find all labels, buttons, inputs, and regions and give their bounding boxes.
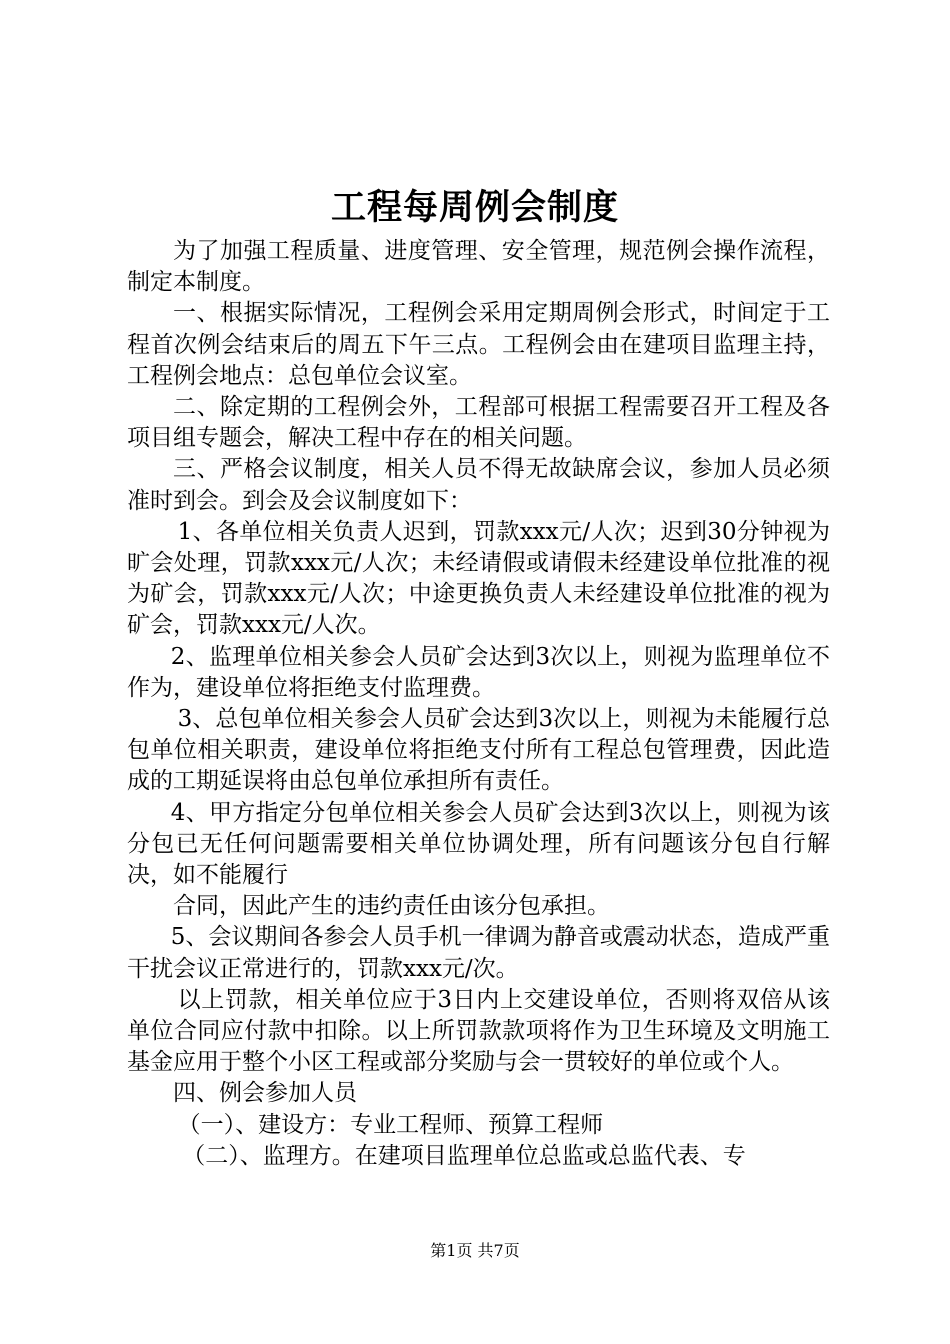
paragraph-rule-4: 4、甲方指定分包单位相关参会人员矿会达到3次以上，则视为该分包已无任何问题需要相关单位协调处理，所有问题该分包自行解决，如不能履行 — [127, 799, 830, 889]
paragraph-penalty-note: 以上罚款，相关单位应于3日内上交建设单位，否则将双倍从该单位合同应付款中扣除。以上所罚款款项将作为卫生环境及文明施工基金应用于整个小区工程或部分奖励与会一贯较好的单位或个人。 — [127, 986, 830, 1076]
paragraph-rule-1: 1、各单位相关负责人迟到，罚款xxx元/人次；迟到30分钟视为旷会处理，罚款xxx元/人次；未经请假或请假未经建设单位批准的视为矿会，罚款xxx元/人次；中途更换负责人未经建设单位批准的视为矿会，罚款xxx元/人次。 — [127, 518, 830, 639]
paragraph-rule-4-continued: 合同，因此产生的违约责任由该分包承担。 — [173, 893, 610, 920]
paragraph-rule-2: 2、监理单位相关参会人员矿会达到3次以上，则视为监理单位不作为，建设单位将拒绝支付监理费。 — [127, 643, 830, 701]
document-body — [127, 236, 830, 1172]
paragraph-attendee-1: （一）、建设方：专业工程师、预算工程师 — [177, 1111, 604, 1138]
paragraph-rule-3: 3、总包单位相关参会人员矿会达到3次以上，则视为未能履行总包单位相关职责，建设单位将拒绝支付所有工程总包管理费，因此造成的工期延误将由总包单位承担所有责任。 — [127, 706, 830, 795]
paragraph-attendee-2: （二）、监理方。在建项目监理单位总监或总监代表、专 — [182, 1142, 746, 1169]
paragraph-section-3: 三、严格会议制度，相关人员不得无故缺席会议，参加人员必须准时到会。到会及会议制度如下： — [127, 456, 830, 514]
paragraph-section-2: 二、除定期的工程例会外，工程部可根据工程需要召开工程及各项目组专题会，解决工程中存在的相关问题。 — [127, 394, 830, 452]
paragraph-rule-5: 5、会议期间各参会人员手机一律调为静音或震动状态，造成严重干扰会议正常进行的，罚款xxx元/次。 — [127, 924, 830, 982]
page-number-footer: 第1页 共7页 — [430, 1241, 520, 1260]
paragraph-section-4: 四、例会参加人员 — [173, 1080, 357, 1107]
paragraph-section-1: 一、根据实际情况，工程例会采用定期周例会形式，时间定于工程首次例会结束后的周五下午三点。工程例会由在建项目监理主持，工程例会地点：总包单位会议室。 — [127, 300, 830, 389]
paragraph-intro: 为了加强工程质量、进度管理、安全管理，规范例会操作流程，制定本制度。 — [127, 238, 830, 296]
document-title: 工程每周例会制度 — [330, 187, 619, 228]
